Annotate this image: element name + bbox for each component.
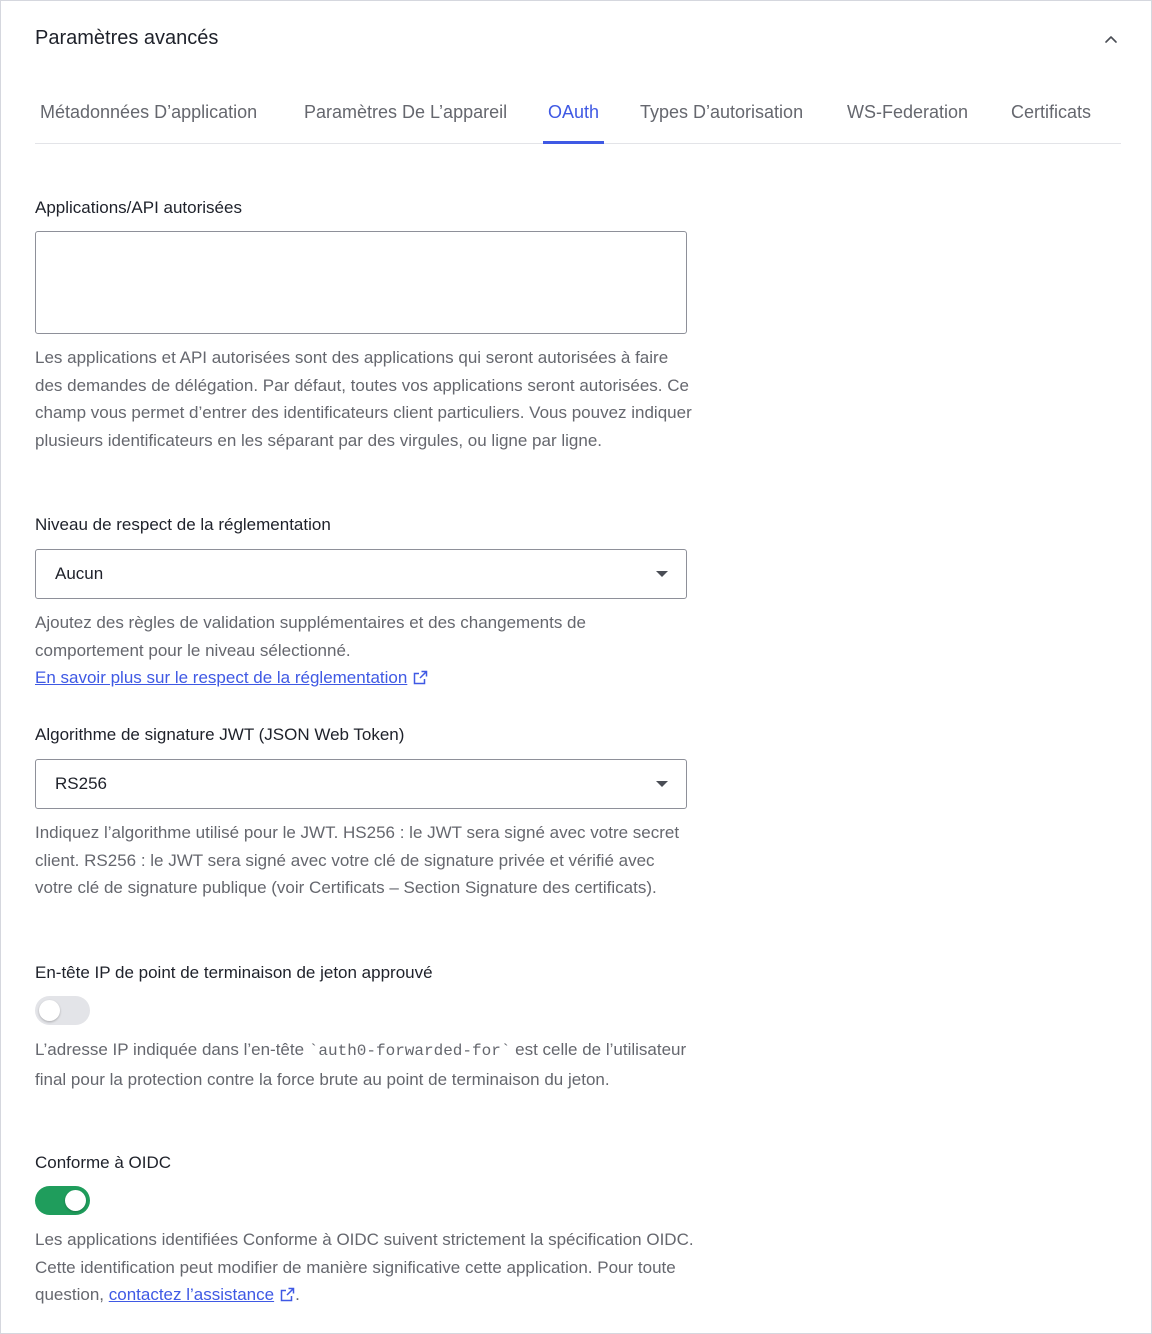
tab-oauth[interactable]: OAuth bbox=[548, 89, 599, 144]
allowed-apps-label: Applications/API autorisées bbox=[35, 198, 242, 217]
ip-header-help-block bbox=[35, 1036, 695, 1093]
oidc-help-before: Les applications identifiées Conforme à OIDC suivent strictement la spécification OIDC. Cette identification peut modifier de manière significative cette application. Pour toute question, bbox=[35, 1230, 694, 1304]
tab-application-metadata[interactable]: Métadonnées D’application bbox=[40, 102, 258, 122]
caret-down-icon bbox=[656, 571, 668, 577]
tab-device-settings[interactable]: Paramètres De L’appareil bbox=[304, 102, 508, 122]
ip-header-help-after: est celle de l’utilisateur final pour la protection contre la force brute au point de terminaison du jeton. bbox=[35, 1040, 687, 1089]
caret-down-icon bbox=[656, 781, 668, 787]
oidc-label: Conforme à OIDC bbox=[35, 1153, 172, 1172]
tab-certificates[interactable]: Certificats bbox=[1011, 102, 1092, 122]
allowed-apps-help: Les applications et API autorisées sont des applications qui seront autorisées à faire des demandes de délégation. Par défaut, toutes vos applications seront autorisées. Ce champ vous permet d’entrer des identificateurs client particuliers. Vous pouvez indiquer plusieurs identificateurs en les séparant par des virgules, ou ligne par ligne. bbox=[35, 348, 692, 450]
oidc-help-block bbox=[35, 1226, 695, 1309]
ip-header-toggle[interactable] bbox=[35, 996, 90, 1025]
external-link-icon bbox=[413, 670, 428, 685]
compliance-label: Niveau de respect de la réglementation bbox=[35, 515, 331, 534]
chevron-up-icon bbox=[1104, 32, 1118, 46]
jwt-selected-value: RS256 bbox=[55, 774, 107, 793]
compliance-help: Ajoutez des règles de validation supplémentaires et des changements de comportement pour le niveau sélectionné. bbox=[35, 613, 586, 660]
collapse-button[interactable] bbox=[1097, 25, 1125, 53]
compliance-select[interactable] bbox=[35, 549, 687, 599]
compliance-learn-more-link[interactable]: En savoir plus sur le respect de la réglementation bbox=[35, 668, 408, 687]
allowed-apps-input[interactable] bbox=[35, 231, 687, 334]
jwt-algorithm-select[interactable] bbox=[35, 759, 687, 809]
toggle-knob bbox=[39, 1000, 60, 1021]
jwt-label: Algorithme de signature JWT (JSON Web Token) bbox=[35, 725, 405, 744]
toggle-knob bbox=[65, 1190, 86, 1211]
compliance-selected-value: Aucun bbox=[55, 564, 104, 583]
tab-grant-types[interactable]: Types D’autorisation bbox=[640, 102, 804, 122]
oidc-help-after: . bbox=[295, 1285, 300, 1304]
external-link-icon bbox=[280, 1287, 295, 1302]
contact-support-link[interactable]: contactez l’assistance bbox=[108, 1285, 275, 1304]
ip-header-help-code: `auth0-forwarded-for` bbox=[308, 1042, 511, 1060]
tab-ws-federation[interactable]: WS-Federation bbox=[847, 102, 969, 122]
ip-header-label: En-tête IP de point de terminaison de jeton approuvé bbox=[35, 963, 433, 982]
oidc-toggle[interactable] bbox=[35, 1186, 90, 1215]
compliance-help-block bbox=[35, 609, 695, 692]
tab-bar bbox=[35, 89, 1121, 144]
panel-title: Paramètres avancés bbox=[35, 27, 219, 49]
jwt-help: Indiquez l’algorithme utilisé pour le JWT. HS256 : le JWT sera signé avec votre secret client. RS256 : le JWT sera signé avec votre clé de signature privée et vérifié avec votre clé de signature publique (voir Certificats – Section Signature des certificats). bbox=[35, 823, 680, 897]
ip-header-help-before: L’adresse IP indiquée dans l’en-tête bbox=[35, 1040, 309, 1059]
